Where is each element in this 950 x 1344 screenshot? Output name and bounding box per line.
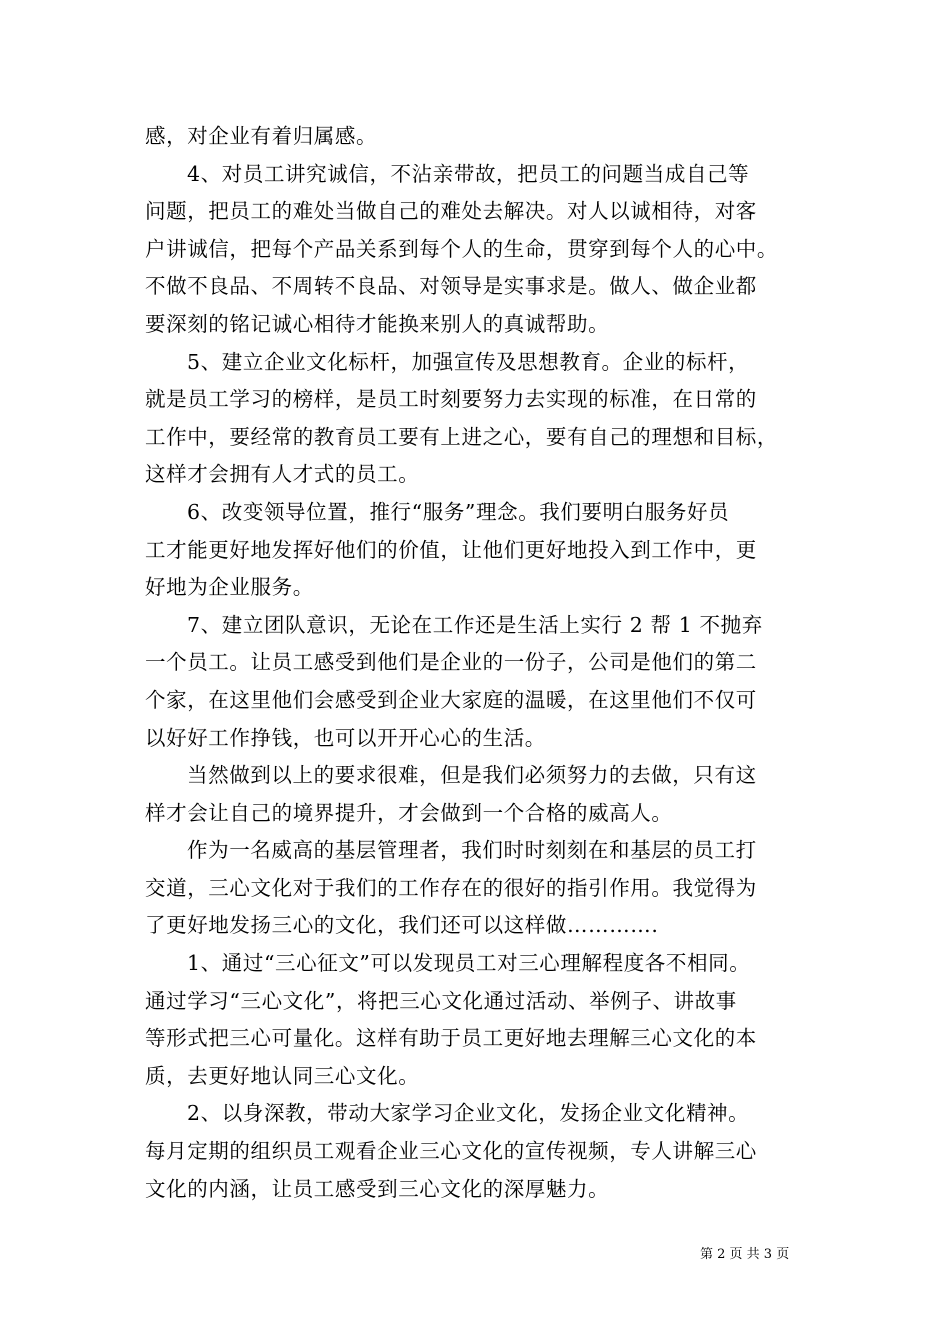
text-line: 当然做到以上的要求很难，但是我们必须努力的去做，只有这 [187, 763, 757, 788]
document-body [145, 118, 810, 1208]
text-line: 感，对企业有着归属感。 [145, 124, 378, 148]
text-line: 户讲诚信，把每个产品关系到每个人的生命，贯穿到每个人的心中。 [145, 236, 778, 261]
text-line: 7、建立团队意识，无论在工作还是生活上实行 2 帮 1 不抛弃 [187, 612, 763, 637]
text-line: 质，去更好地认同三心文化。 [145, 1063, 420, 1088]
text-line: 4、对员工讲究诚信，不沾亲带故，把员工的问题当成自己等 [187, 161, 750, 186]
text-line: 个家，在这里他们会感受到企业大家庭的温暖，在这里他们不仅可 [145, 687, 757, 712]
text-line: 要深刻的铭记诚心相待才能换来别人的真诚帮助。 [145, 311, 610, 336]
text-line: 样才会让自己的境界提升，才会做到一个合格的威高人。 [145, 800, 673, 825]
text-line: 通过学习“三心文化”，将把三心文化通过活动、举例子、讲故事 [145, 988, 737, 1013]
text-line: 2、以身深教，带动大家学习企业文化，发扬企业文化精神。 [187, 1101, 750, 1126]
text-line: 这样才会拥有人才式的员工。 [145, 462, 420, 487]
text-line: 文化的内涵，让员工感受到三心文化的深厚魅力。 [145, 1176, 610, 1201]
text-line: 6、改变领导位置，推行“服务”理念。我们要明白服务好员 [187, 499, 730, 524]
page-number-footer: 第 2 页 共 3 页 [700, 1247, 790, 1262]
text-line: 问题，把员工的难处当做自己的难处去解决。对人以诚相待，对客 [145, 199, 757, 224]
text-line: 工才能更好地发挥好他们的价值，让他们更好地投入到工作中，更 [145, 537, 757, 562]
text-line: 交道，三心文化对于我们的工作存在的很好的指引作用。我觉得为 [145, 875, 757, 900]
text-line: 工作中，要经常的教育员工要有上进之心，要有自己的理想和目标， [145, 424, 778, 449]
text-line: 了更好地发扬三心的文化，我们还可以这样做…………. [145, 913, 659, 938]
text-line: 等形式把三心可量化。这样有助于员工更好地去理解三心文化的本 [145, 1026, 757, 1051]
text-line: 好地为企业服务。 [145, 575, 314, 600]
text-line: 以好好工作挣钱，也可以开开心心的生活。 [145, 725, 546, 750]
text-line: 5、建立企业文化标杆，加强宣传及思想教育。企业的标杆， [187, 349, 750, 374]
text-line: 就是员工学习的榜样，是员工时刻要努力去实现的标准，在日常的 [145, 387, 757, 412]
text-line: 1、通过“三心征文”可以发现员工对三心理解程度各不相同。 [187, 951, 751, 976]
text-line: 作为一名威高的基层管理者，我们时时刻刻在和基层的员工打 [187, 838, 757, 863]
text-line: 不做不良品、不周转不良品、对领导是实事求是。做人、做企业都 [145, 274, 757, 299]
text-line: 一个员工。让员工感受到他们是企业的一份子，公司是他们的第二 [145, 650, 757, 675]
text-line: 每月定期的组织员工观看企业三心文化的宣传视频，专人讲解三心 [145, 1139, 757, 1164]
